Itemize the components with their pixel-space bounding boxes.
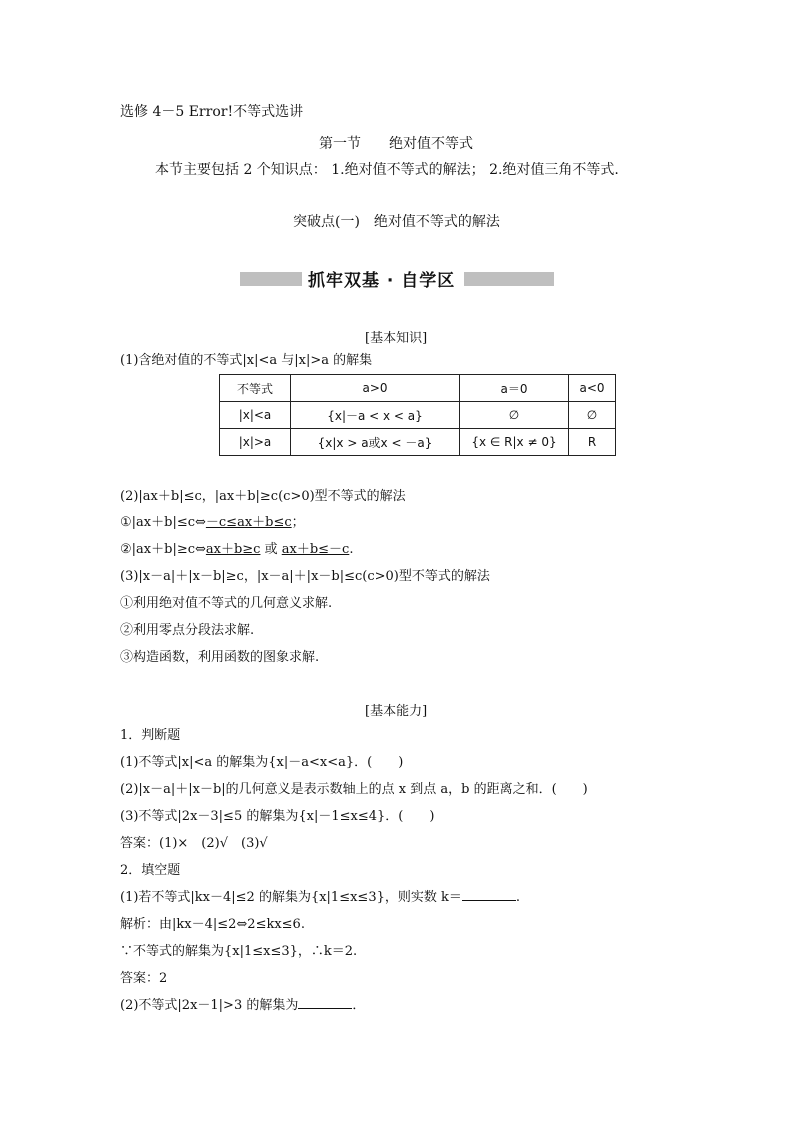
table-cell: {x|x > a或x < －a}	[291, 429, 460, 456]
table-header: a>0	[291, 375, 460, 402]
basic-knowledge-heading: [基本知识]	[365, 331, 428, 346]
question-1-title: 1．判断题	[120, 728, 181, 743]
item-text: .	[349, 542, 354, 557]
question-1-answer: 答案：(1)× (2)√ (3)√	[120, 836, 268, 851]
question-2-title: 2．填空题	[120, 863, 181, 878]
item-text: ；	[291, 515, 305, 530]
table-cell: R	[569, 429, 616, 456]
knowledge-item-3: (3)|x－a|＋|x－b|≥c，|x－a|＋|x－b|≤c(c>0)型不等式的解法	[120, 569, 490, 584]
knowledge-item-2: (2)|ax＋b|≤c，|ax＋b|≥c(c>0)型不等式的解法	[120, 489, 406, 504]
question-2-1	[120, 886, 520, 905]
answer-underline: －c≤ax＋b≤c	[205, 515, 292, 530]
solution-set-table	[219, 374, 616, 456]
answer-blank[interactable]	[298, 996, 352, 1009]
section-intro: 本节主要包括 2 个知识点： 1.绝对值不等式的解法； 2.绝对值三角不等式.	[155, 162, 619, 178]
section-banner	[240, 266, 554, 292]
question-text: .	[515, 890, 521, 905]
question-text: (2)不等式|2x－1|>3 的解集为	[120, 998, 299, 1013]
banner-left-bar	[240, 272, 302, 286]
question-2-1-since: ∵不等式的解集为{x|1≤x≤3}，∴k＝2.	[120, 944, 358, 959]
banner-right-bar	[464, 272, 554, 286]
table-cell: ∅	[460, 402, 569, 429]
knowledge-item-3-3: ③构造函数，利用函数的图象求解.	[120, 650, 320, 665]
table-header: 不等式	[220, 375, 291, 402]
table-cell: {x ∈ R|x ≠ 0}	[460, 429, 569, 456]
question-text: ．	[352, 998, 366, 1013]
table-row	[220, 429, 616, 456]
question-2-2	[120, 994, 365, 1013]
item-text: 或	[260, 542, 282, 557]
table-cell: {x|－a < x < a}	[291, 402, 460, 429]
table-cell: ∅	[569, 402, 616, 429]
question-text: (1)若不等式|kx－4|≤2 的解集为{x|1≤x≤3}，则实数 k＝	[120, 890, 462, 905]
section-title: 第一节 绝对值不等式	[319, 136, 473, 152]
answer-blank[interactable]	[462, 888, 516, 901]
table-header-row	[220, 375, 616, 402]
table-cell: |x|>a	[220, 429, 291, 456]
course-title: 选修 4－5 Error!不等式选讲	[120, 104, 304, 120]
knowledge-item-2-1	[120, 511, 305, 530]
answer-underline: ax＋b≤－c	[281, 542, 350, 557]
question-2-1-analysis: 解析：由|kx－4|≤2⇔2≤kx≤6.	[120, 917, 305, 932]
table-header: a＝0	[460, 375, 569, 402]
item-text: ①|ax＋b|≤c⇔	[120, 515, 206, 530]
knowledge-item-3-1: ①利用绝对值不等式的几何意义求解.	[120, 596, 333, 611]
table-cell: |x|<a	[220, 402, 291, 429]
table-row	[220, 402, 616, 429]
breakthrough-title: 突破点(一) 绝对值不等式的解法	[293, 214, 500, 230]
banner-text: 抓牢双基 · 自学区	[308, 271, 456, 291]
question-1-3: (3)不等式|2x－3|≤5 的解集为{x|－1≤x≤4}．( )	[120, 809, 435, 824]
question-1-1: (1)不等式|x|<a 的解集为{x|－a<x<a}．( )	[120, 755, 404, 770]
basic-ability-heading: [基本能力]	[365, 704, 428, 719]
question-2-1-answer: 答案：2	[120, 971, 168, 986]
knowledge-item-1: (1)含绝对值的不等式|x|<a 与|x|>a 的解集	[120, 353, 373, 368]
table-header: a<0	[569, 375, 616, 402]
question-1-2: (2)|x－a|＋|x－b|的几何意义是表示数轴上的点 x 到点 a，b 的距离之和．( )	[120, 782, 588, 797]
answer-underline: ax＋b≥c	[205, 542, 261, 557]
knowledge-item-2-2	[120, 538, 353, 557]
knowledge-item-3-2: ②利用零点分段法求解.	[120, 623, 255, 638]
item-text: ②|ax＋b|≥c⇔	[120, 542, 206, 557]
